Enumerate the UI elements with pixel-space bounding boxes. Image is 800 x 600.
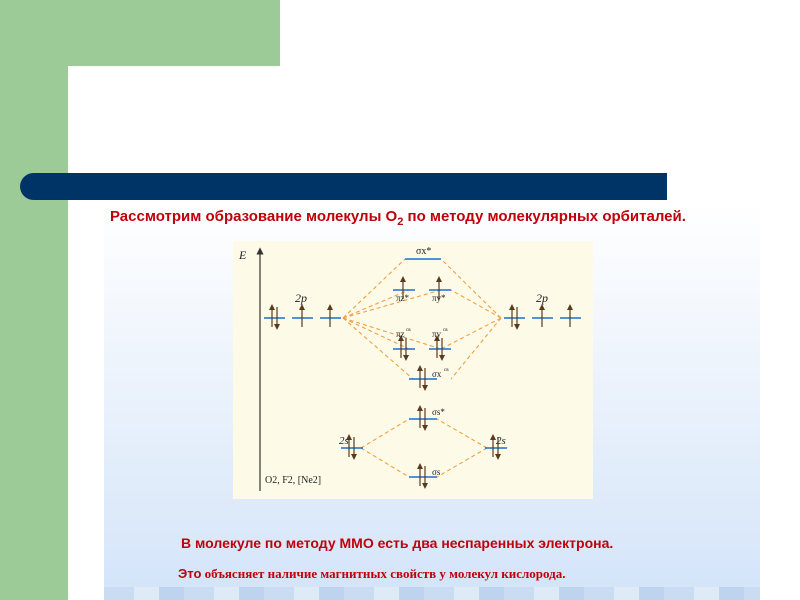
electron-arrows [272, 279, 570, 486]
pi-y-star-label: πy* [432, 293, 446, 303]
molecules-label: O2, F2, [Ne2] [265, 475, 322, 486]
left-2p-label: 2p [295, 291, 307, 305]
title-post: по методу молекулярных орбиталей. [403, 208, 686, 225]
pi-y-bond-sup: св [443, 328, 448, 333]
energy-axis-label: E [239, 248, 247, 262]
left-2s-label: 2s [339, 435, 349, 447]
pi-z-bond-sup: св [406, 328, 411, 333]
mo-diagram [233, 241, 593, 499]
sigma-s-bond-label: σs [432, 467, 441, 477]
caption-unpaired-electrons: В молекуле по методу ММО есть два неспаренных электрона. [181, 535, 614, 551]
sigma-s-star-label: σs* [432, 407, 445, 417]
top-green-bar [0, 0, 280, 66]
bottom-stripe [104, 587, 760, 600]
pi-z-bond-label: πz [396, 329, 405, 339]
correlation-lines [343, 259, 501, 477]
sigma-x-bond-label: σx [432, 369, 442, 379]
caption2-rest: объясняет наличие магнитных свойств у молекул кислорода. [201, 566, 566, 581]
caption2-lead: Это [178, 566, 202, 581]
caption-magnetic-properties [178, 566, 565, 582]
left-green-bar [0, 0, 68, 600]
sigma-x-star-label: σx* [416, 246, 432, 257]
slide-title [110, 207, 730, 232]
pi-y-bond-label: πy [432, 329, 442, 339]
title-pre: Рассмотрим образование молекулы O [110, 208, 398, 225]
title-band [20, 173, 667, 200]
pi-z-star-label: πz* [396, 293, 410, 303]
sigma-x-bond-sup: св [444, 368, 449, 373]
mo-diagram-svg [233, 241, 593, 499]
right-2s-label: 2s [496, 435, 506, 447]
orbital-levels [264, 259, 581, 477]
right-2p-label: 2p [536, 291, 548, 305]
title-sub: 2 [397, 216, 404, 228]
